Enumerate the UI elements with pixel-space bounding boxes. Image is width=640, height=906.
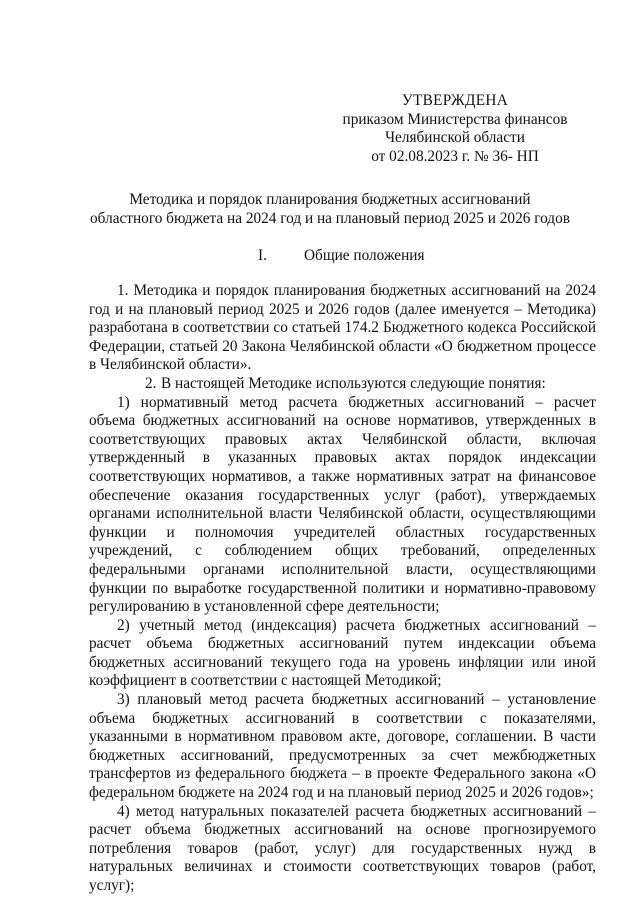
- approval-line-order: приказом Министерства финансов: [342, 110, 568, 128]
- document-body: [89, 282, 596, 896]
- approval-block: [330, 92, 580, 166]
- definition-indexation-method: 2) учетный метод (индексация) расчета бюджетных ассигнований – расчет объема бюджетных ассигнований путем индексации объема бюджетных ассигнований текущего года на уровень инфляции или иной коэффициент в соответствии с настоящей Методикой;: [89, 616, 596, 690]
- paragraph-2: [89, 375, 596, 394]
- paragraph-2-text: В настоящей Методике используются следующие понятия:: [161, 374, 546, 392]
- approval-stamp: УТВЕРЖДЕНА: [401, 92, 509, 109]
- paragraph-1: 1. Методика и порядок планирования бюджетных ассигнований на 2024 год и на плановый период 2025 и 2026 годов (далее именуется – Методика) разработана в соответствии со статьей 174.2 Бюджетного кодекса Российской Федерации, статьей 20 Закона Челябинской области «О бюджетном процессе в Челябинской области».: [89, 282, 596, 374]
- approval-line-region: Челябинской области: [385, 129, 525, 147]
- definition-planned-method: 3) плановый метод расчета бюджетных ассигнований – установление объема бюджетных ассигнований в соответствии с показателями, указанными в нормативном правовом акте, договоре, соглашении. В части бюджетных ассигнований, предусмотренных за счет межбюджетных трансфертов из федерального бюджета – в проекте Федерального закона «О федеральном бюджете на 2024 год и на плановый период 2025 и 2026 годов»;: [89, 691, 596, 802]
- document-title: [60, 191, 600, 228]
- definition-normative-method: 1) нормативный метод расчета бюджетных ассигнований – расчет объема бюджетных ассигнований на основе нормативов, утвержденных в соответствующих правовых актах Челябинской области, включая утвержденный в указанных правовых актах порядок индексации соответствующих нормативов, а также нормативных затрат на финансовое обеспечение оказания государственных услуг (работ), утверждаемых органами исполнительной власти Челябинской области, осуществляющими функции и полномочия учредителей областных государственных учреждений, с соблюдением общих требований, определенных федеральными органами исполнительной власти, осуществляющими функции по выработке государственной политики и нормативно-правовому регулированию в установленной сфере деятельности;: [89, 393, 596, 616]
- section-number: I.: [258, 247, 267, 264]
- approval-line-date: от 02.08.2023 г. № 36- НП: [371, 147, 539, 165]
- title-line-1: Методика и порядок планирования бюджетных ассигнований: [129, 191, 531, 208]
- paragraph-2-number: 2.: [145, 374, 157, 392]
- section-title: Общие положения: [304, 247, 425, 264]
- title-line-2: областного бюджета на 2024 год и на плановый период 2025 и 2026 годов: [90, 209, 570, 227]
- definition-natural-indicators-method: 4) метод натуральных показателей расчета бюджетных ассигнований – расчет объема бюджетных ассигнований на основе прогнозируемого потребления товаров (работ, услуг) для государственных нужд в натуральных величинах и стоимости соответствующих товаров (работ, услуг);: [89, 802, 596, 894]
